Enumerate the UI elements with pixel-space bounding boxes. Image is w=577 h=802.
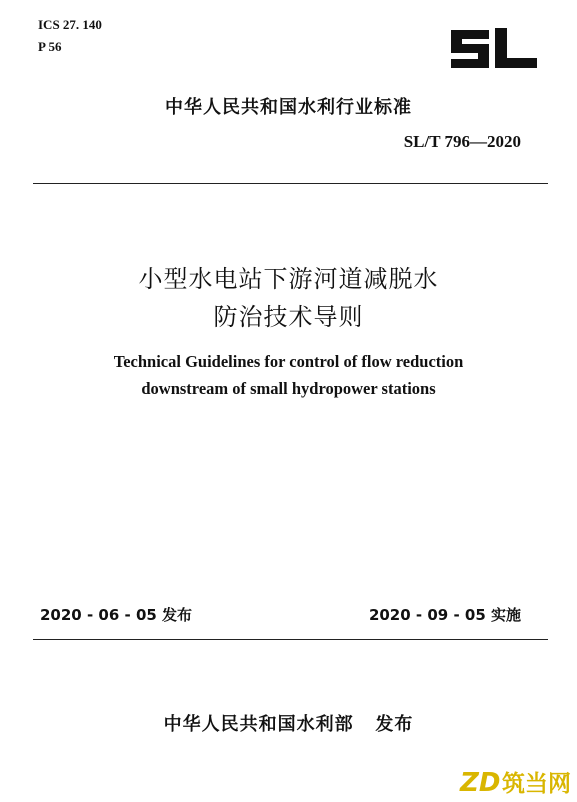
zhudang-watermark-logo xyxy=(458,762,574,798)
title-english-line2: downstream of small hydropower stations xyxy=(141,379,436,398)
title-english-line1: Technical Guidelines for control of flow reduction xyxy=(113,352,464,371)
title-chinese xyxy=(0,260,577,336)
svg-text:筑当网: 筑当网 xyxy=(502,771,571,797)
standard-code: SL/T 796—2020 xyxy=(403,132,521,151)
ics-code: ICS 27. 140 xyxy=(38,17,102,32)
title-chinese-line1: 小型水电站下游河道减脱水 xyxy=(138,265,439,293)
publisher: 中华人民共和国水利部 发布 xyxy=(163,714,414,735)
title-english xyxy=(0,348,577,402)
standard-type: 中华人民共和国水利行业标准 xyxy=(165,97,412,118)
sl-logo xyxy=(447,24,539,72)
implementation-date: 2020 - 09 - 05 实施 xyxy=(368,606,521,624)
classification-block xyxy=(38,14,102,58)
category-code: P 56 xyxy=(38,39,62,54)
top-divider xyxy=(33,183,548,184)
issue-date: 2020 - 06 - 05 发布 xyxy=(40,606,193,624)
svg-text:ZD: ZD xyxy=(460,768,501,798)
bottom-divider xyxy=(33,639,548,640)
title-chinese-line2: 防治技术导则 xyxy=(213,303,364,331)
